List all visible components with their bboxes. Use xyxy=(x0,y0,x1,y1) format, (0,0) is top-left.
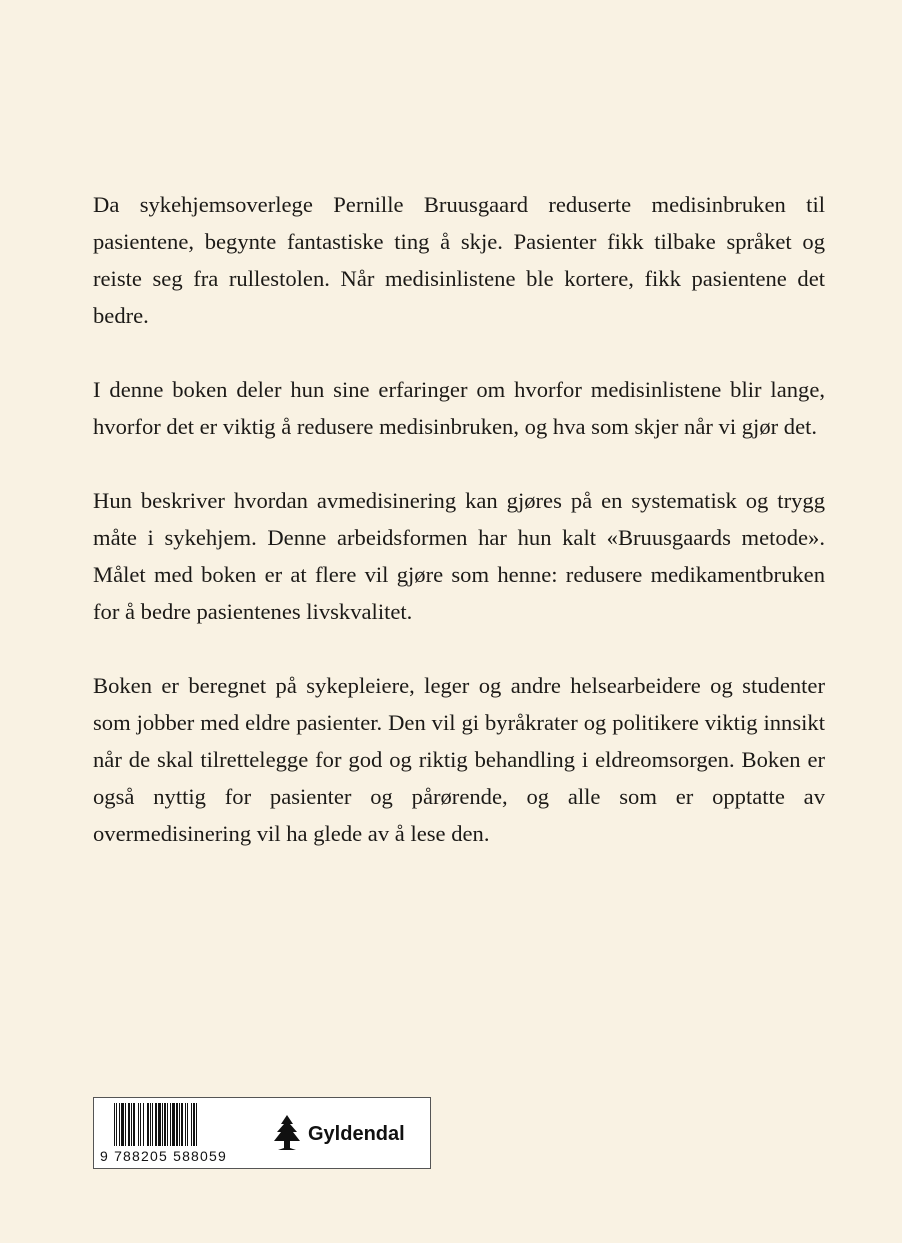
isbn-number: 9 788205 588059 xyxy=(100,1148,227,1164)
tree-icon xyxy=(270,1114,304,1154)
back-cover-blurb xyxy=(93,186,825,889)
blurb-paragraph-1: Da sykehjemsoverlege Pernille Bruusgaard reduserte medisinbruken til pasientene, begynte fantastiske ting å skje. Pasienter fikk tilbake språket og reiste seg fra rullestolen. Når medisinlistene ble kortere, fikk pasientene det bedre. xyxy=(93,192,825,328)
publisher-logo xyxy=(270,1114,405,1154)
blurb-paragraph-3: Hun beskriver hvordan avmedisinering kan gjøres på en systematisk og trygg måte i sykehjem. Denne arbeidsformen har hun kalt «Bruusgaards metode». Målet med boken er at flere vil gjøre som henne: redusere medikamentbruken for å bedre pasientenes livskvalitet. xyxy=(93,488,825,624)
barcode-label xyxy=(93,1097,431,1169)
publisher-name: Gyldendal xyxy=(308,1122,405,1145)
blurb-paragraph-2: I denne boken deler hun sine erfaringer om hvorfor medisinlistene blir lange, hvorfor det er viktig å redusere medisinbruken, og hva som skjer når vi gjør det. xyxy=(93,377,825,439)
blurb-paragraph-4: Boken er beregnet på sykepleiere, leger og andre helsearbeidere og studenter som jobber med eldre pasienter. Den vil gi byråkrater og politikere viktig innsikt når de skal tilrettelegge for god og riktig behandling i eldreomsorgen. Boken er også nyttig for pasienter og pårørende, og alle som er opptatte av overmedisinering vil ha glede av å lese den. xyxy=(93,673,825,846)
barcode-icon xyxy=(94,1098,259,1150)
